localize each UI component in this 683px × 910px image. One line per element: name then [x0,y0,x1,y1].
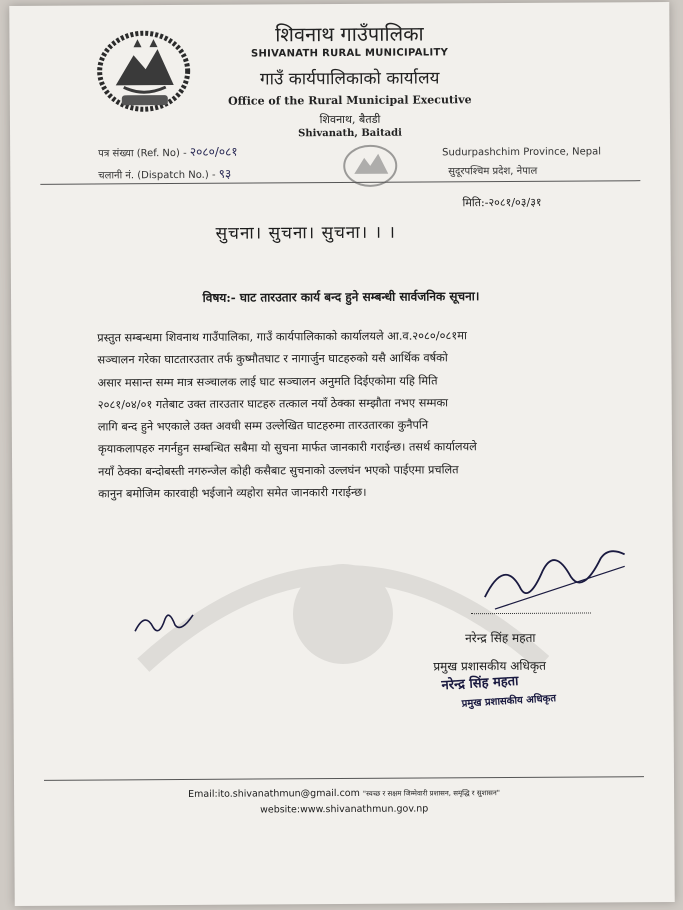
municipality-name-en: SHIVANATH RURAL MUNICIPALITY [250,47,449,60]
signatory-name: नरेन्द्र सिंह महता [465,630,536,646]
body-line: कृयाकलापहरु नगर्नहुन सम्बन्धित सबैमा यो सुचना मार्फत जानकारी गराईन्छ। तसर्थ कार्यालयले [97,440,477,456]
body-line: २०८१/०४/०१ गतेबाट उक्त तारउतार घाटहरु तत्काल नयाँ ठेक्का सम्झौता नभए सम्मका [97,396,449,412]
footer-website: website:www.shivanathmun.gov.np [260,803,429,816]
body-line: प्रस्तुत सम्बन्धमा शिवनाथ गाउँपालिका, गाउँ कार्यपालिकाको कार्यालयले आ.व.२०८०/०८१मा [97,329,467,345]
stamp-title: प्रमुख प्रशासकीय अधिकृत [461,693,557,710]
signatory-title: प्रमुख प्रशासकीय अधिकृत [433,658,546,674]
stamp-name: नरेन्द्र सिंह महता [441,673,519,694]
office-name-np: गाउँ कार्यपालिकाको कार्यालय [259,68,440,90]
notice-heading: सुचना। सुचना। सुचना। । । [215,222,396,244]
body-line: असार मसान्त सम्म मात्र सञ्चालक लाई घाट सञ्चालन अनुमति दिईएकोमा यहि मिति [97,374,438,390]
dispatch-value: ९३ [218,166,232,181]
body-line: सञ्चालन गरेका घाटतारउतार तर्फ कुष्मौतघाट र नागार्जुन घाटहरुको यसै आर्थिक वर्षको [97,351,448,367]
initial-signature [131,601,201,641]
office-name-en: Office of the Rural Municipal Executive [228,93,472,108]
dispatch-no [98,165,231,183]
notice-subject: विषय:- घाट तारउतार कार्य बन्द हुने सम्बन्धी सार्वजनिक सूचना। [202,289,480,305]
footer-slogan: "स्वच्छ र सक्षम जिम्मेवारी प्रशासन, समृद्धि र सुशासन" [362,789,501,798]
notice-date: मिति:-२०८१/०३/३१ [462,195,542,210]
place-en: Shivanath, Baitadi [298,127,402,140]
footer-email: Email:ito.shivanathmun@gmail.com [188,787,360,800]
ref-value: २०८०/०८१ [189,144,238,159]
footer-divider [44,776,644,781]
officer-signature [475,536,635,617]
ref-label: पत्र संख्या (Ref. No) - [98,147,187,160]
ref-no [98,143,238,161]
province-en: Sudurpashchim Province, Nepal [442,146,602,159]
municipality-name-np: शिवनाथ गाउँपालिका [275,21,424,47]
notice-body [97,324,618,506]
body-line: लागि बन्द हुने भएकाले उक्त अवधी सम्म उल्लेखित घाटहरुमा तारउतारका कुनैपनि [97,418,429,434]
province-np: सुदूरपश्चिम प्रदेश, नेपाल [448,165,538,178]
dispatch-label: चलानी नं. (Dispatch No.) - [98,169,216,182]
body-line: नयाँ ठेक्का बन्दोबस्ती नगरुन्जेल कोही कसैबाट सुचनाको उल्लघंन भएको पाईएमा प्रचलित [98,463,459,479]
place-np: शिवनाथ, बैतडी [319,112,381,127]
notice-letter [9,2,674,906]
body-line: कानुन बमोजिम कारवाही भईजाने व्यहोरा समेत जानकारी गराईन्छ। [98,485,367,501]
footer-contact [14,786,674,801]
